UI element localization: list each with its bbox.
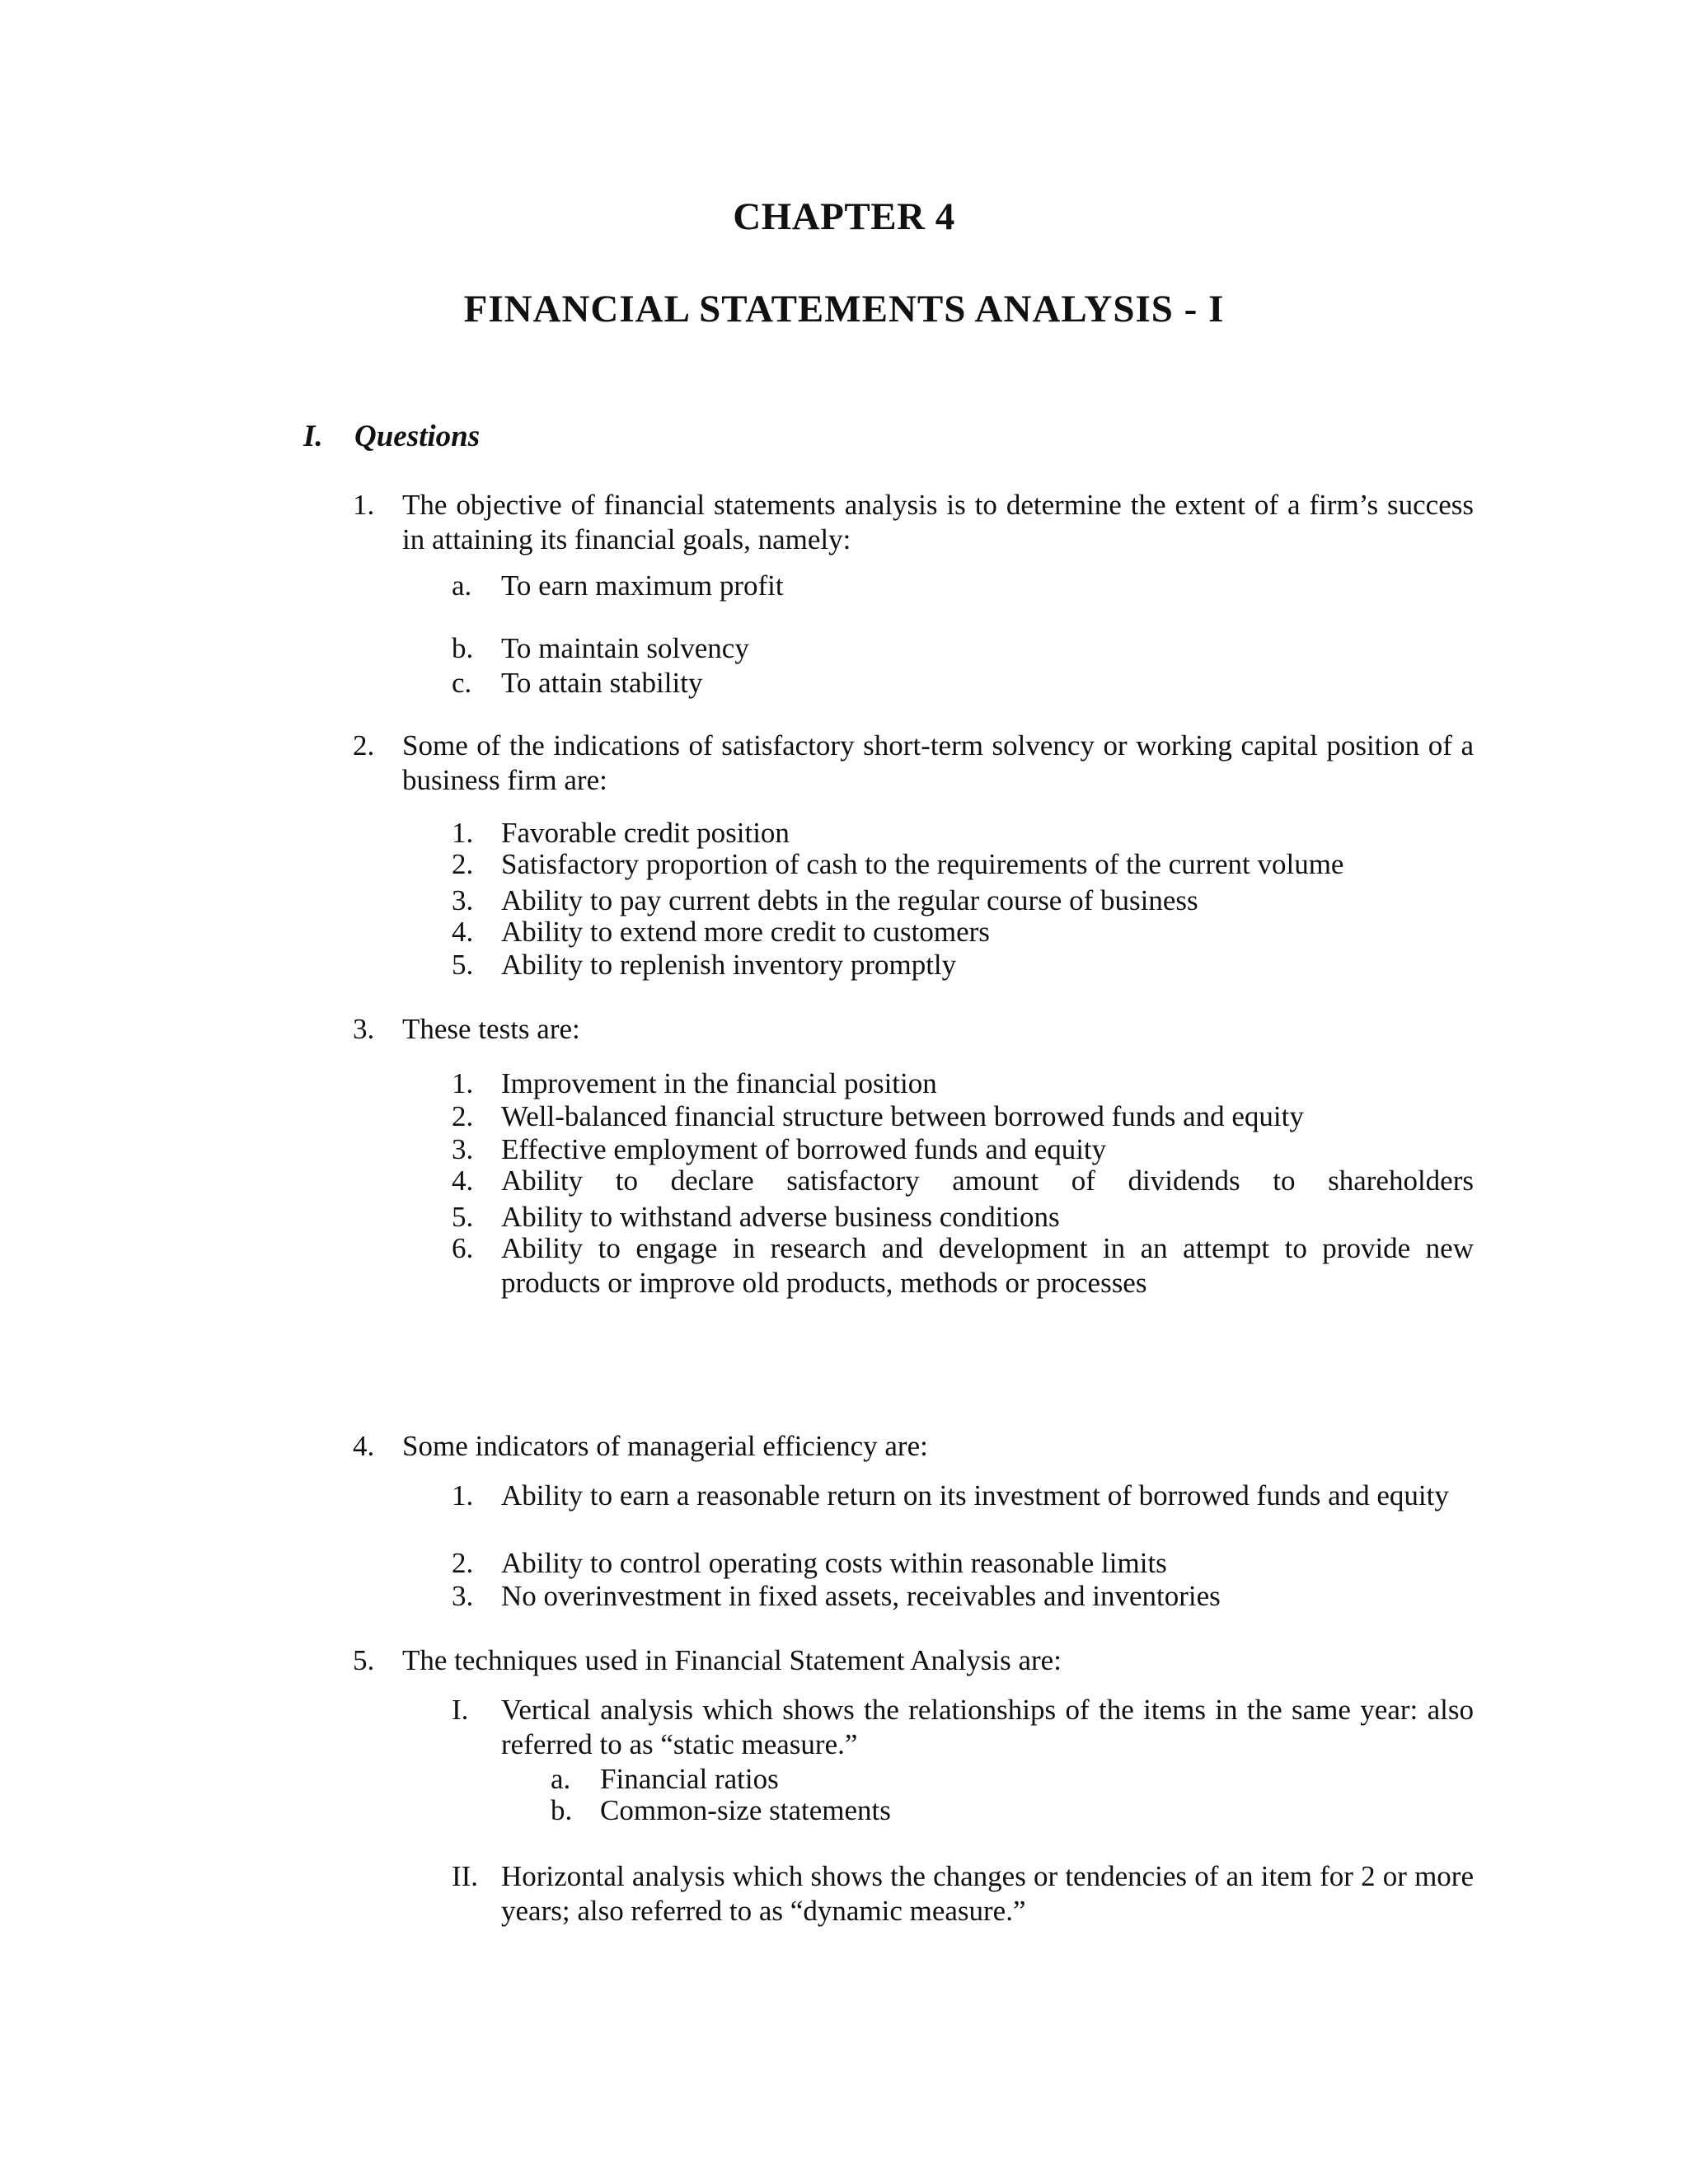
- list-marker: 3.: [452, 1580, 474, 1612]
- list-item-text: Ability to replenish inventory promptly: [501, 949, 957, 981]
- list-marker: 2.: [452, 1547, 474, 1579]
- list-item: [452, 948, 1474, 982]
- list-item: [452, 1164, 1474, 1198]
- list-item: [452, 1859, 1474, 1929]
- list-marker: 2.: [452, 848, 474, 880]
- section-heading-text: Questions: [354, 419, 481, 453]
- question-3: [353, 1012, 1474, 1047]
- list-item: [452, 915, 1474, 949]
- list-marker: 3.: [452, 884, 474, 916]
- question-text: The techniques used in Financial Statement Analysis are:: [402, 1644, 1062, 1676]
- list-marker: b.: [452, 632, 474, 664]
- list-item: [452, 1200, 1474, 1235]
- list-item-text: Ability to declare satisfactory amount of dividends to shareholders: [501, 1165, 1474, 1197]
- question-2: [353, 729, 1474, 798]
- list-item: [452, 631, 1474, 666]
- section-heading: [303, 419, 480, 454]
- list-item-text: Effective employment of borrowed funds and equity: [501, 1133, 1107, 1165]
- list-marker: 4.: [452, 1165, 474, 1197]
- list-item: [452, 816, 1474, 851]
- list-marker: 1.: [452, 1479, 474, 1511]
- list-marker: c.: [452, 667, 472, 699]
- list-marker: 1.: [452, 1067, 474, 1099]
- question-number: 2.: [353, 729, 375, 762]
- list-marker: 4.: [452, 916, 474, 948]
- list-marker: II.: [452, 1860, 479, 1892]
- question-text: The objective of financial statements analysis is to determine the extent of a firm’s success in attaining its financial goals, namely:: [402, 489, 1474, 555]
- question-text: These tests are:: [402, 1013, 580, 1045]
- question-1: [353, 488, 1474, 557]
- list-item-text: Well-balanced financial structure between borrowed funds and equity: [501, 1100, 1304, 1132]
- section-numeral: I.: [303, 419, 323, 453]
- list-item: [551, 1762, 1474, 1797]
- list-item-text: To earn maximum profit: [501, 569, 784, 602]
- list-item: [452, 883, 1474, 918]
- chapter-subtitle: FINANCIAL STATEMENTS ANALYSIS - I: [463, 288, 1225, 330]
- question-number: 3.: [353, 1013, 375, 1045]
- list-item-text: No overinvestment in fixed assets, receivables and inventories: [501, 1580, 1221, 1612]
- question-number: 4.: [353, 1430, 375, 1462]
- list-item-text: To attain stability: [501, 667, 703, 699]
- list-item: [452, 1066, 1474, 1101]
- list-marker: a.: [452, 569, 472, 602]
- list-item: [452, 1579, 1474, 1614]
- list-item-text: Satisfactory proportion of cash to the requirements of the current volume: [501, 848, 1344, 880]
- list-item: [452, 666, 1474, 701]
- question-5: [353, 1643, 1474, 1678]
- list-marker: 5.: [452, 1201, 474, 1233]
- list-marker: 2.: [452, 1100, 474, 1132]
- list-item-text: Horizontal analysis which shows the changes or tendencies of an item for 2 or more years; also referred to as “dynamic measure.”: [501, 1860, 1474, 1927]
- list-item: [551, 1793, 1474, 1828]
- list-item: [452, 1099, 1474, 1134]
- list-item-text: Financial ratios: [600, 1763, 779, 1795]
- question-number: 1.: [353, 489, 375, 521]
- list-marker: 3.: [452, 1133, 474, 1165]
- question-text: Some indicators of managerial efficiency are:: [402, 1430, 928, 1462]
- list-item: [452, 1132, 1474, 1167]
- list-item: [452, 847, 1474, 882]
- list-item-text: Ability to earn a reasonable return on its investment of borrowed funds and equity: [501, 1479, 1449, 1511]
- list-item-text: Ability to extend more credit to customers: [501, 916, 990, 948]
- list-item-text: To maintain solvency: [501, 632, 749, 664]
- list-marker: b.: [551, 1794, 573, 1826]
- list-marker: 1.: [452, 817, 474, 849]
- list-item-text: Ability to engage in research and development in an attempt to provide new products or improve old products, methods or processes: [501, 1232, 1474, 1299]
- list-item: [452, 1479, 1474, 1513]
- list-item: [452, 1231, 1474, 1301]
- list-item-text: Ability to control operating costs within reasonable limits: [501, 1547, 1167, 1579]
- question-number: 5.: [353, 1644, 375, 1676]
- list-item-text: Common-size statements: [600, 1794, 891, 1826]
- list-marker: I.: [452, 1694, 469, 1726]
- list-item: [452, 569, 1474, 603]
- list-item: [452, 1546, 1474, 1581]
- list-item-text: Favorable credit position: [501, 817, 790, 849]
- question-text: Some of the indications of satisfactory short-term solvency or working capital position of a business firm are:: [402, 729, 1474, 796]
- list-item: [452, 1693, 1474, 1762]
- list-item-text: Vertical analysis which shows the relationships of the items in the same year: also referred to as “static measure.”: [501, 1694, 1474, 1760]
- list-marker: a.: [551, 1763, 571, 1795]
- list-item-text: Ability to pay current debts in the regular course of business: [501, 884, 1198, 916]
- chapter-title: CHAPTER 4: [733, 195, 955, 238]
- list-item-text: Improvement in the financial position: [501, 1067, 937, 1099]
- list-marker: 5.: [452, 949, 474, 981]
- list-marker: 6.: [452, 1232, 474, 1264]
- question-4: [353, 1429, 1474, 1464]
- list-item-text: Ability to withstand adverse business conditions: [501, 1201, 1060, 1233]
